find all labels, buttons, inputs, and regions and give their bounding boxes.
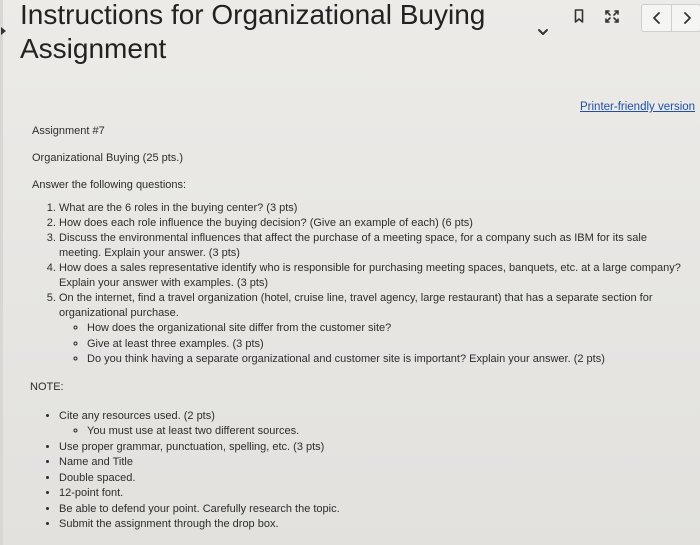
assignment-topic: Organizational Buying (25 pts.) xyxy=(32,152,184,164)
list-item: ◦ Give at least three examples. (3 pts) xyxy=(87,337,692,353)
assignment-number: Assignment #7 xyxy=(32,125,105,137)
list-item: • 12-point font. xyxy=(59,486,692,502)
question-5-sublist xyxy=(59,321,692,368)
page-title: Instructions for Organizational Buying Assignment xyxy=(20,0,486,64)
note-1-text: Cite any resources used. (2 pts) xyxy=(59,409,215,422)
note-label: NOTE: xyxy=(30,380,64,393)
list-item xyxy=(59,409,692,440)
notes-list xyxy=(32,409,692,533)
chevron-right-icon xyxy=(682,12,692,24)
list-item: 1. What are the 6 roles in the buying center? (3 pts) xyxy=(59,201,692,216)
chevron-down-icon[interactable] xyxy=(537,26,549,38)
note-1-sublist xyxy=(59,424,692,440)
list-item: ◦ You must use at least two different sources. xyxy=(87,424,692,440)
list-item: ◦ Do you think having a separate organizational and customer site is important? Explain your answer. (2 pts) xyxy=(87,352,692,368)
topic-navigation xyxy=(641,4,700,32)
bookmark-icon[interactable] xyxy=(574,9,584,23)
list-item: 2. How does each role influence the buying decision? (Give an example of each) (6 pts) xyxy=(59,216,692,231)
list-item: • Use proper grammar, punctuation, spelling, etc. (3 pts) xyxy=(59,440,692,456)
list-item xyxy=(59,291,692,368)
sidebar-toggle-caret[interactable] xyxy=(1,27,6,35)
assignment-content xyxy=(32,124,692,533)
printer-friendly-link[interactable]: Printer-friendly version xyxy=(580,101,696,113)
expand-icon[interactable] xyxy=(605,10,619,23)
list-item: • Be able to defend your point. Carefully research the topic. xyxy=(59,502,692,518)
assignment-prompt: Answer the following questions: xyxy=(32,179,187,191)
list-item: • Name and Title xyxy=(59,455,692,471)
list-item: 3. Discuss the environmental influences that affect the purchase of a meeting space, for a company such as IBM for its sale meeting. Explain your answer. (3 pts) xyxy=(59,231,692,261)
list-item: • Double spaced. xyxy=(59,471,692,487)
chevron-left-icon xyxy=(652,12,662,24)
question-list xyxy=(32,201,692,368)
list-item: ◦ How does the organizational site differ from the customer site? xyxy=(87,321,692,337)
next-topic-button[interactable] xyxy=(672,5,700,31)
list-item: 4. How does a sales representative identify who is responsible for purchasing meeting spaces, banquets, etc. at a large company? Explain your answer with examples. (3 pts) xyxy=(59,261,692,291)
previous-topic-button[interactable] xyxy=(642,5,671,31)
list-item: • Submit the assignment through the drop box. xyxy=(59,517,692,533)
question-5-text: On the internet, find a travel organization (hotel, cruise line, travel agency, large restaurant) that has a separate section for organizational purchase. xyxy=(59,292,653,319)
left-edge xyxy=(0,0,3,545)
